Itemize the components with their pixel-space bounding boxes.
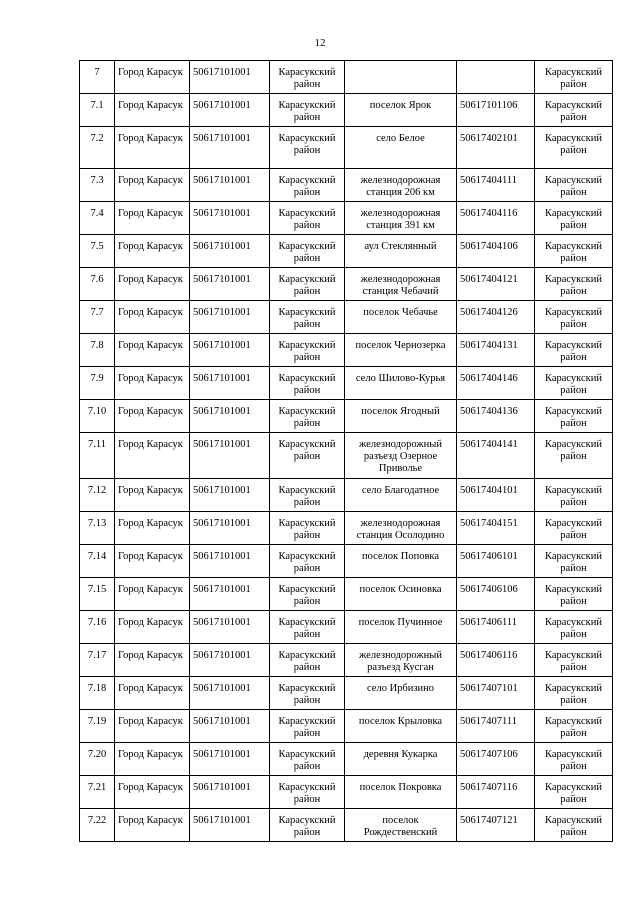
row-number: 7.4: [80, 202, 115, 235]
settlement-code: 50617404111: [457, 169, 535, 202]
table-row: [80, 61, 613, 94]
city-code: 50617101001: [190, 776, 270, 809]
district-name: Карасукский район: [270, 578, 345, 611]
settlement-name: поселок Ягодный: [345, 400, 457, 433]
district-name: Карасукский район: [270, 677, 345, 710]
row-number: 7.20: [80, 743, 115, 776]
city-name: Город Карасук: [115, 512, 190, 545]
settlement-code: 50617407106: [457, 743, 535, 776]
district-name-2: Карасукский район: [535, 169, 613, 202]
city-code: 50617101001: [190, 611, 270, 644]
city-name: Город Карасук: [115, 268, 190, 301]
city-name: Город Карасук: [115, 644, 190, 677]
district-name: Карасукский район: [270, 61, 345, 94]
district-name-2: Карасукский район: [535, 710, 613, 743]
district-name-2: Карасукский район: [535, 235, 613, 268]
district-name: Карасукский район: [270, 301, 345, 334]
table-row: [80, 127, 613, 169]
district-name-2: Карасукский район: [535, 334, 613, 367]
district-name-2: Карасукский район: [535, 611, 613, 644]
settlement-name: железнодорожная станция 206 км: [345, 169, 457, 202]
settlement-name: село Белое: [345, 127, 457, 169]
city-code: 50617101001: [190, 127, 270, 169]
district-name-2: Карасукский район: [535, 512, 613, 545]
settlement-code: 50617404136: [457, 400, 535, 433]
row-number: 7.18: [80, 677, 115, 710]
settlement-code: [457, 61, 535, 94]
table-row: [80, 776, 613, 809]
city-code: 50617101001: [190, 169, 270, 202]
table-row: [80, 169, 613, 202]
page-number: 12: [314, 37, 326, 49]
settlement-name: железнодорожный разъезд Озерное Приволье: [345, 433, 457, 479]
district-name-2: Карасукский район: [535, 94, 613, 127]
district-name-2: Карасукский район: [535, 776, 613, 809]
district-name: Карасукский район: [270, 809, 345, 842]
table-row: [80, 743, 613, 776]
district-name: Карасукский район: [270, 202, 345, 235]
city-code: 50617101001: [190, 334, 270, 367]
settlement-code: 50617406101: [457, 545, 535, 578]
district-name: Карасукский район: [270, 169, 345, 202]
row-number: 7.21: [80, 776, 115, 809]
district-name: Карасукский район: [270, 644, 345, 677]
settlement-code: 50617404121: [457, 268, 535, 301]
table-row: [80, 611, 613, 644]
city-name: Город Карасук: [115, 677, 190, 710]
settlement-name: поселок Крыловка: [345, 710, 457, 743]
table-row: [80, 334, 613, 367]
city-code: 50617101001: [190, 479, 270, 512]
settlement-name: железнодорожная станция Чебачий: [345, 268, 457, 301]
settlement-code: 50617404101: [457, 479, 535, 512]
row-number: 7.2: [80, 127, 115, 169]
city-code: 50617101001: [190, 235, 270, 268]
table-row: [80, 809, 613, 842]
row-number: 7: [80, 61, 115, 94]
district-name: Карасукский район: [270, 268, 345, 301]
settlement-name: аул Стеклянный: [345, 235, 457, 268]
row-number: 7.16: [80, 611, 115, 644]
settlement-name: поселок Поповка: [345, 545, 457, 578]
city-name: Город Карасук: [115, 301, 190, 334]
settlement-code: 50617407116: [457, 776, 535, 809]
district-name-2: Карасукский район: [535, 578, 613, 611]
city-name: Город Карасук: [115, 127, 190, 169]
city-name: Город Карасук: [115, 169, 190, 202]
city-name: Город Карасук: [115, 743, 190, 776]
table-row: [80, 677, 613, 710]
table-row: [80, 400, 613, 433]
settlement-name: село Шилово-Курья: [345, 367, 457, 400]
settlement-code: 50617404146: [457, 367, 535, 400]
city-name: Город Карасук: [115, 809, 190, 842]
city-name: Город Карасук: [115, 400, 190, 433]
district-name: Карасукский район: [270, 479, 345, 512]
district-name-2: Карасукский район: [535, 61, 613, 94]
district-name: Карасукский район: [270, 710, 345, 743]
row-number: 7.11: [80, 433, 115, 479]
district-name: Карасукский район: [270, 334, 345, 367]
district-name: Карасукский район: [270, 127, 345, 169]
settlement-name: деревня Кукарка: [345, 743, 457, 776]
settlement-code: 50617101106: [457, 94, 535, 127]
district-name-2: Карасукский район: [535, 743, 613, 776]
district-name-2: Карасукский район: [535, 433, 613, 479]
city-name: Город Карасук: [115, 545, 190, 578]
district-name: Карасукский район: [270, 743, 345, 776]
city-code: 50617101001: [190, 268, 270, 301]
table-row: [80, 479, 613, 512]
district-name: Карасукский район: [270, 400, 345, 433]
row-number: 7.9: [80, 367, 115, 400]
table-row: [80, 433, 613, 479]
city-name: Город Карасук: [115, 334, 190, 367]
district-name-2: Карасукский район: [535, 367, 613, 400]
settlement-name: поселок Осиновка: [345, 578, 457, 611]
settlement-code: 50617406106: [457, 578, 535, 611]
table-row: [80, 545, 613, 578]
city-code: 50617101001: [190, 809, 270, 842]
settlement-code: 50617404141: [457, 433, 535, 479]
city-name: Город Карасук: [115, 611, 190, 644]
row-number: 7.10: [80, 400, 115, 433]
table-row: [80, 268, 613, 301]
settlement-name: поселок Чернозерка: [345, 334, 457, 367]
table-row: [80, 367, 613, 400]
district-name-2: Карасукский район: [535, 677, 613, 710]
city-code: 50617101001: [190, 433, 270, 479]
district-name: Карасукский район: [270, 611, 345, 644]
city-code: 50617101001: [190, 367, 270, 400]
city-name: Город Карасук: [115, 578, 190, 611]
settlement-code: 50617407121: [457, 809, 535, 842]
row-number: 7.19: [80, 710, 115, 743]
city-name: Город Карасук: [115, 367, 190, 400]
city-name: Город Карасук: [115, 710, 190, 743]
row-number: 7.22: [80, 809, 115, 842]
table-row: [80, 301, 613, 334]
row-number: 7.1: [80, 94, 115, 127]
district-name-2: Карасукский район: [535, 479, 613, 512]
table-row: [80, 578, 613, 611]
city-name: Город Карасук: [115, 94, 190, 127]
row-number: 7.6: [80, 268, 115, 301]
district-name: Карасукский район: [270, 545, 345, 578]
district-name-2: Карасукский район: [535, 301, 613, 334]
table-row: [80, 710, 613, 743]
table-row: [80, 202, 613, 235]
row-number: 7.3: [80, 169, 115, 202]
settlement-code: 50617404131: [457, 334, 535, 367]
city-code: 50617101001: [190, 512, 270, 545]
row-number: 7.17: [80, 644, 115, 677]
district-name: Карасукский район: [270, 235, 345, 268]
settlement-name: железнодорожный разъезд Кусган: [345, 644, 457, 677]
settlement-name: железнодорожная станция Осолодино: [345, 512, 457, 545]
row-number: 7.13: [80, 512, 115, 545]
row-number: 7.15: [80, 578, 115, 611]
row-number: 7.5: [80, 235, 115, 268]
district-name-2: Карасукский район: [535, 545, 613, 578]
district-name-2: Карасукский район: [535, 644, 613, 677]
settlement-code: 50617404106: [457, 235, 535, 268]
city-code: 50617101001: [190, 301, 270, 334]
settlement-code: 50617402101: [457, 127, 535, 169]
settlement-name: поселок Покровка: [345, 776, 457, 809]
district-name: Карасукский район: [270, 512, 345, 545]
row-number: 7.12: [80, 479, 115, 512]
city-code: 50617101001: [190, 644, 270, 677]
settlements-table: [79, 60, 613, 842]
settlement-code: 50617404116: [457, 202, 535, 235]
district-name-2: Карасукский район: [535, 400, 613, 433]
table-row: [80, 644, 613, 677]
city-code: 50617101001: [190, 677, 270, 710]
city-code: 50617101001: [190, 545, 270, 578]
city-name: Город Карасук: [115, 202, 190, 235]
row-number: 7.14: [80, 545, 115, 578]
city-code: 50617101001: [190, 578, 270, 611]
settlement-name: поселок Пучинное: [345, 611, 457, 644]
settlement-code: 50617406116: [457, 644, 535, 677]
table-row: [80, 512, 613, 545]
settlement-code: 50617407111: [457, 710, 535, 743]
district-name: Карасукский район: [270, 94, 345, 127]
settlement-code: 50617407101: [457, 677, 535, 710]
city-code: 50617101001: [190, 710, 270, 743]
settlement-name: село Благодатное: [345, 479, 457, 512]
district-name-2: Карасукский район: [535, 127, 613, 169]
city-code: 50617101001: [190, 743, 270, 776]
city-name: Город Карасук: [115, 235, 190, 268]
district-name-2: Карасукский район: [535, 202, 613, 235]
settlement-name: железнодорожная станция 391 км: [345, 202, 457, 235]
settlement-name: поселок Рождественский: [345, 809, 457, 842]
row-number: 7.8: [80, 334, 115, 367]
district-name: Карасукский район: [270, 433, 345, 479]
table-row: [80, 94, 613, 127]
city-code: 50617101001: [190, 400, 270, 433]
settlement-code: 50617404151: [457, 512, 535, 545]
settlement-name: село Ирбизино: [345, 677, 457, 710]
city-name: Город Карасук: [115, 776, 190, 809]
city-name: Город Карасук: [115, 61, 190, 94]
table-row: [80, 235, 613, 268]
settlement-name: поселок Чебачье: [345, 301, 457, 334]
city-code: 50617101001: [190, 202, 270, 235]
district-name: Карасукский район: [270, 367, 345, 400]
district-name: Карасукский район: [270, 776, 345, 809]
settlement-name: [345, 61, 457, 94]
district-name-2: Карасукский район: [535, 809, 613, 842]
city-code: 50617101001: [190, 94, 270, 127]
city-name: Город Карасук: [115, 433, 190, 479]
settlement-code: 50617406111: [457, 611, 535, 644]
city-name: Город Карасук: [115, 479, 190, 512]
settlement-code: 50617404126: [457, 301, 535, 334]
row-number: 7.7: [80, 301, 115, 334]
settlement-name: поселок Ярок: [345, 94, 457, 127]
district-name-2: Карасукский район: [535, 268, 613, 301]
city-code: 50617101001: [190, 61, 270, 94]
